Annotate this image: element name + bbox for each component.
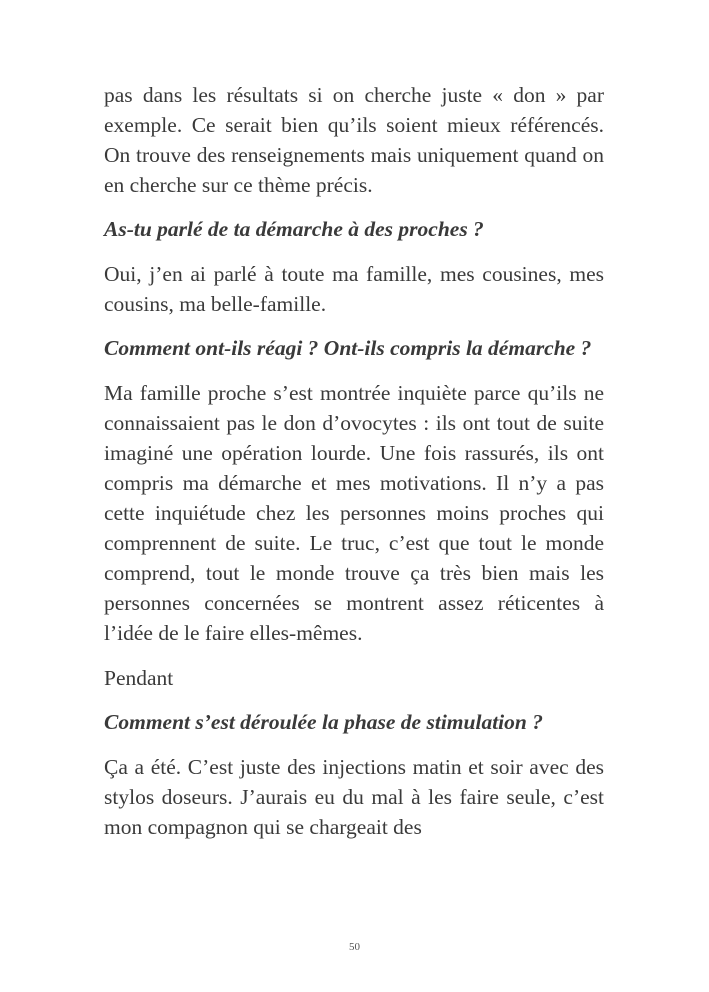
interview-question-1: As-tu parlé de ta démarche à des proches ? [104,217,484,241]
interview-answer-1: Oui, j’en ai parlé à toute ma famille, mes cousines, mes cousins, ma belle-famille. [104,262,604,316]
interview-answer-2: Ma famille proche s’est montrée inquiète parce qu’ils ne connaissaient pas le don d’ovocytes : ils ont tout de suite imaginé une opération lourde. Une fois rassurés, ils ont compris ma démarche et mes motivations. Il n’y a pas cette inquiétude chez les personnes moins proches qui comprennent de suite. Le truc, c’est que tout le monde comprend, tout le monde trouve ça très bien mais les personnes concernées se montrent assez réticentes à l’idée de le faire elles-mêmes. [104,381,604,645]
interview-answer-3: Ça a été. C’est juste des injections matin et soir avec des stylos doseurs. J’aurais eu du mal à les faire seule, c’est mon compagnon qui se chargeait des [104,755,604,839]
interview-question-2: Comment ont-ils réagi ? Ont-ils compris la démarche ? [104,336,592,360]
paragraph-continuation: pas dans les résultats si on cherche juste « don » par exemple. Ce serait bien qu’ils soient mieux référencés. On trouve des renseignements mais uniquement quand on en cherche sur ce thème précis. [104,83,604,197]
interview-question-3: Comment s’est déroulée la phase de stimulation ? [104,710,543,734]
page-content [104,80,604,842]
page-number: 50 [349,941,360,953]
section-heading: Pendant [104,666,174,690]
